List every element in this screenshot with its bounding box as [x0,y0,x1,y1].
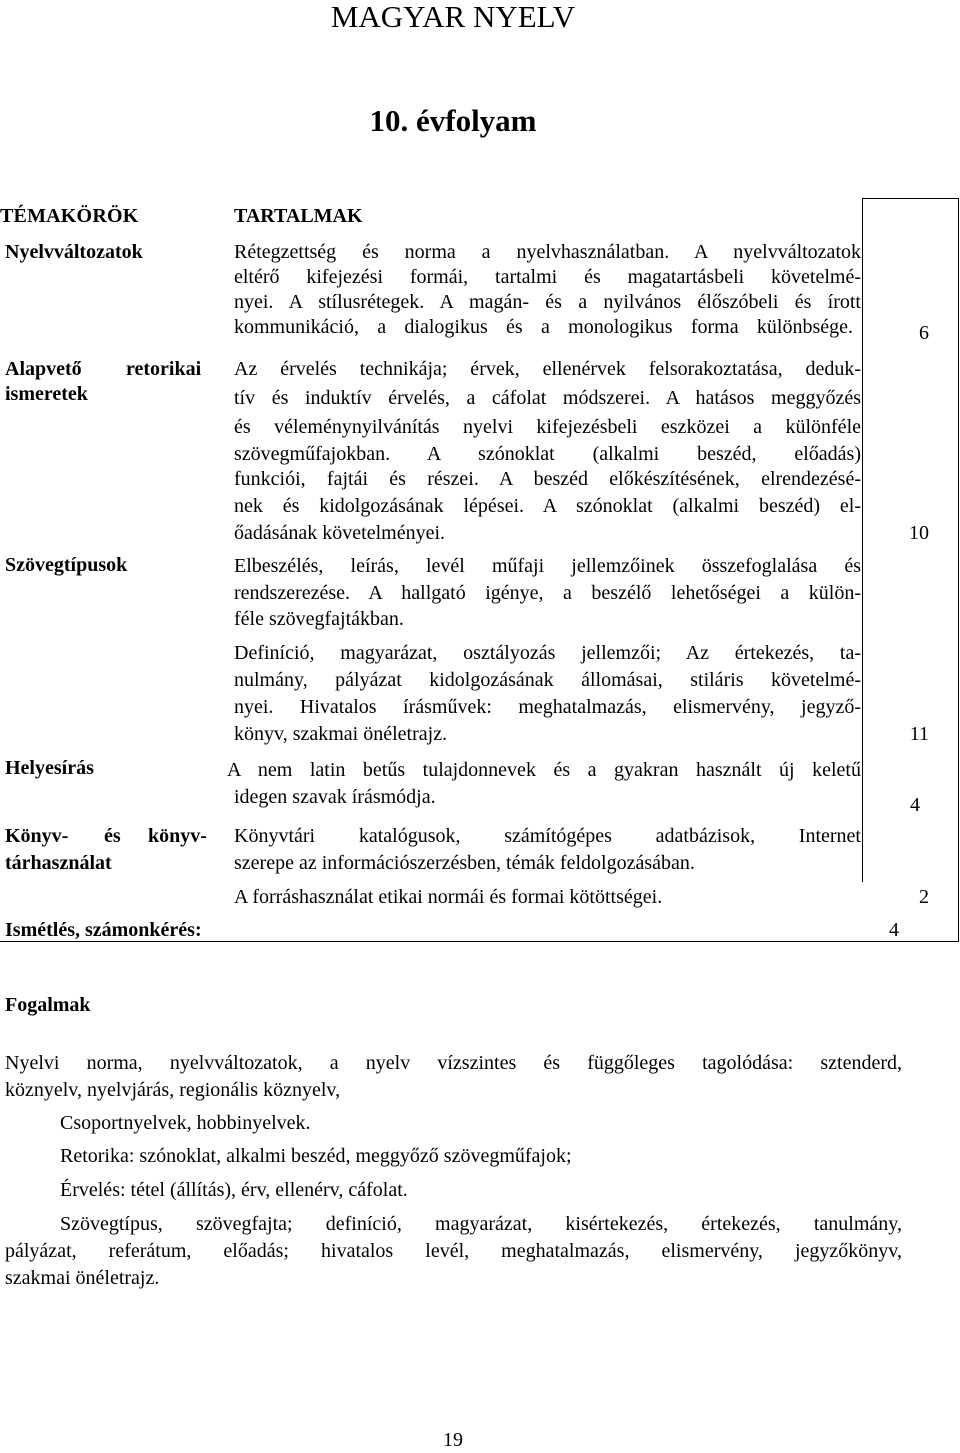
column-header-content: TARTALMAK [234,205,363,227]
topic-retorikai-word1: Alapvető [5,358,82,380]
content-line: őadásának követelményei. [234,522,446,544]
hours-value: 2 [919,886,929,908]
concepts-paragraph-3: Retorika: szónoklat, alkalmi beszéd, meggyőző szövegműfajok; [60,1145,572,1167]
table-border-right-upper [862,198,863,882]
page-title: MAGYAR NYELV [330,0,576,34]
content-line: kommunikáció, a dialogikus és a monologikus forma különbsége. [234,316,853,338]
concepts-paragraph-4: Érvelés: tétel (állítás), érv, ellenérv, cáfolat. [60,1179,408,1201]
paragraph-line: köznyelv, nyelvjárás, regionális köznyelv, [5,1079,341,1101]
content-line: nek és kidolgozásának lépései. A szónoklat (alkalmi beszéd) el- [234,495,861,517]
content-line: nyei. A stílusrétegek. A magán- és a nyilvános élőszóbeli és írott [234,291,861,313]
concepts-heading: Fogalmak [5,994,91,1016]
content-line: eltérő kifejezési formái, tartalmi és magatartásbeli követelmé- [234,266,861,288]
topic-nyelvvaltozatok: Nyelvváltozatok [5,241,143,263]
topic-konyvtar-word3: könyv- [148,825,207,847]
content-line: idegen szavak írásmódja. [234,786,436,808]
paragraph-line: pályázat, referátum, előadás; hivatalos levél, meghatalmazás, elismervény, jegyzőkönyv, [5,1240,902,1262]
content-line: nyei. Hivatalos írásművek: meghatalmazás, elismervény, jegyző- [234,696,861,718]
topic-konyvtar-line2: tárhasználat [5,852,112,874]
content-line: A forráshasználat etikai normái és formai kötöttségei. [234,886,663,908]
content-line: féle szövegfajtákban. [234,608,404,630]
content-line: szerepe az információszerzésben, témák feldolgozásában. [234,852,695,874]
paragraph-line: Szövegtípus, szövegfajta; definíció, magyarázat, kisértekezés, értekezés, tanulmány, [60,1213,902,1235]
paragraph-line: Nyelvi norma, nyelvváltozatok, a nyelv vízszintes és függőleges tagolódása: sztenderd, [5,1052,902,1074]
page-number: 19 [443,1429,463,1451]
topic-konyvtar-word1: Könyv- [5,825,69,847]
concepts-paragraph-5 [5,1211,902,1292]
topic-konyvtar-word2: és [104,825,121,847]
content-line: rendszerezése. A hallgató igénye, a beszélő lehetőségei a külön- [234,582,861,604]
content-line: Az érvelés technikája; érvek, ellenérvek felsorakoztatása, deduk- [234,358,861,380]
hours-value: 4 [910,794,920,816]
content-line: nulmány, pályázat kidolgozásának állomásai, stiláris követelmé- [234,669,861,691]
concepts-paragraph-2: Csoportnyelvek, hobbinyelvek. [60,1112,311,1134]
content-line: Elbeszélés, leírás, levél műfaji jellemzőinek összefoglalása és [234,555,861,577]
table-border-top [862,198,959,199]
content-line: Könyvtári katalógusok, számítógépes adatbázisok, Internet [234,825,861,847]
review-label: Ismétlés, számonkérés: [5,919,202,941]
content-line: tív és induktív érvelés, a cáfolat módszerei. A hatásos meggyőzés [234,387,861,409]
content-line: funkciói, fajtái és részei. A beszéd előkészítésének, elrendezésé- [234,468,861,490]
content-line: Definíció, magyarázat, osztályozás jellemzői; Az értekezés, ta- [234,642,861,664]
column-header-topics: TÉMAKÖRÖK [0,205,139,227]
topic-retorikai-line2: ismeretek [5,383,88,405]
topic-helyesiras: Helyesírás [5,757,94,779]
hours-value: 10 [909,522,929,544]
hours-value: 6 [919,322,929,344]
table-border-right [958,198,959,942]
content-line: Rétegzettség és norma a nyelvhasználatban. A nyelvváltozatok [234,241,861,263]
content-line: és véleménynyilvánítás nyelvi kifejezésbeli eszközei a különféle [234,416,861,438]
grade-title: 10. évfolyam [369,103,537,138]
topic-szovegtipusok: Szövegtípusok [5,554,128,576]
topic-retorikai-word2: retorikai [126,358,202,380]
concepts-paragraph-1 [5,1050,902,1104]
review-hours: 4 [889,919,899,941]
content-line: szövegműfajokban. A szónoklat (alkalmi beszéd, előadás) [234,443,861,465]
hours-value: 11 [909,723,929,745]
content-line: A nem latin betűs tulajdonnevek és a gyakran használt új keletű [227,759,861,781]
content-line: könyv, szakmai önéletrajz. [234,723,448,745]
paragraph-line: szakmai önéletrajz. [5,1267,160,1289]
